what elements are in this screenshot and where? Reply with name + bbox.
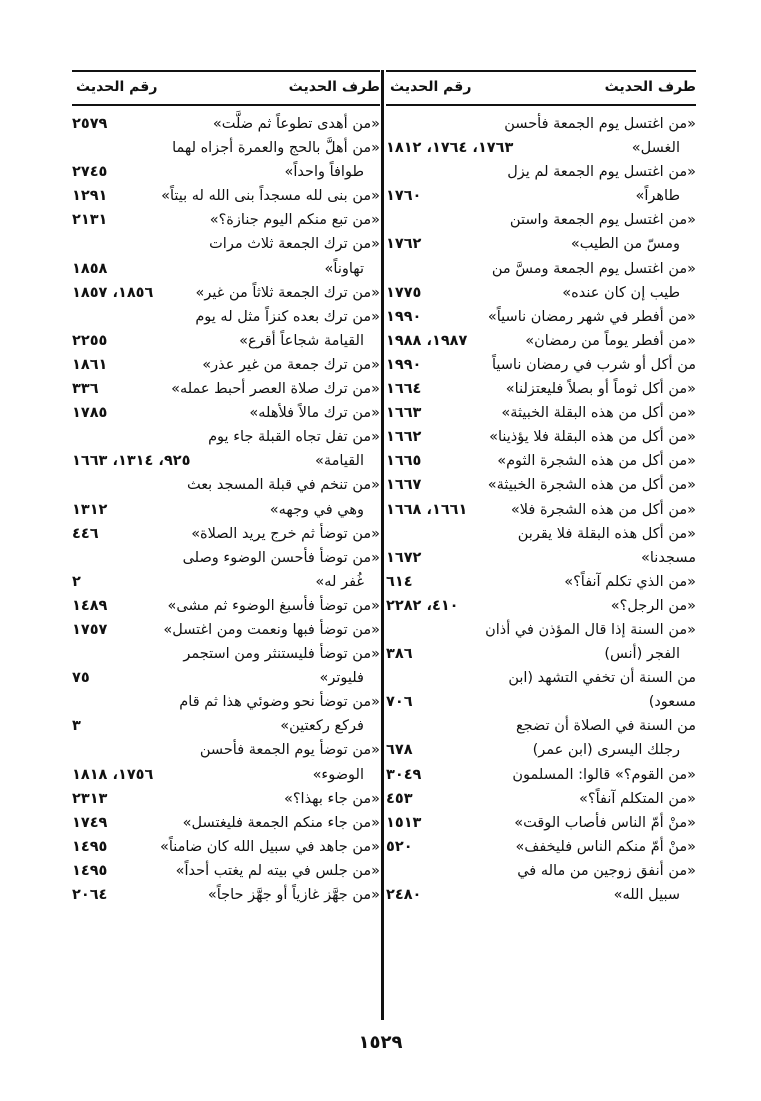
hadith-number: ١٧٦٠	[386, 188, 422, 205]
hadith-text: «من أهدى تطوعاً ثم ضلَّت»	[212, 116, 380, 132]
hadith-number: ١٧٧٥	[386, 284, 422, 301]
index-entry-row	[72, 425, 380, 449]
index-entry-row	[72, 763, 380, 787]
index-entry-row	[386, 642, 696, 666]
hadith-text: «من تفل تجاه القبلة جاء يوم	[208, 429, 380, 446]
index-entry-row	[72, 714, 380, 738]
hadith-number: ٢٧٤٥	[72, 164, 108, 181]
hadith-number: ٣٣٦	[72, 381, 99, 398]
header-number-label: رقم الحديث	[76, 79, 158, 95]
hadith-number: ١٨٦١	[72, 356, 108, 373]
index-entry-row	[386, 329, 696, 353]
hadith-text: «منْ أمّ منكم الناس فليخفف»	[515, 838, 696, 855]
hadith-number: ١٧٥٦، ١٨١٨	[72, 766, 154, 783]
hadith-number: ٢٠٦٤	[72, 887, 108, 903]
hadith-number: ١٨٥٦، ١٨٥٧	[72, 284, 154, 301]
index-entry-row	[72, 136, 380, 160]
hadith-text: «من أكل من هذه البقلة الخبيثة»	[501, 405, 696, 422]
index-entry-row	[72, 811, 380, 835]
index-entry-row	[386, 160, 696, 184]
hadith-text: «من ترك صلاة العصر أحبط عمله»	[171, 381, 380, 398]
hadith-text: غُفر له»	[315, 573, 364, 590]
hadith-text: «من اغتسل يوم الجمعة ومسَّ من	[491, 260, 696, 277]
index-entry-row	[72, 232, 380, 256]
hadith-text: «من جاء بهذا؟»	[283, 790, 380, 807]
index-entry-row	[386, 835, 696, 859]
index-entry-row	[72, 112, 380, 136]
index-entry-row	[72, 859, 380, 883]
index-entry-row	[72, 184, 380, 208]
index-entry-row	[386, 208, 696, 232]
index-entry-row	[72, 208, 380, 232]
index-entry-row	[72, 473, 380, 497]
index-entry-row	[72, 666, 380, 690]
index-entry-row	[386, 377, 696, 401]
index-entry-row	[386, 546, 696, 570]
header-hadith-label: طرف الحديث	[288, 79, 380, 95]
index-entry-row	[72, 594, 380, 618]
hadith-number: ١٨٥٨	[72, 260, 108, 277]
index-entry-row	[386, 883, 696, 907]
hadith-text: «من تبع منكم اليوم جنازة؟»	[209, 212, 380, 229]
hadith-text: «من توضأ فأسبغ الوضوء ثم مشى»	[167, 597, 380, 614]
hadith-text: «من أهلَّ بالحج والعمرة أجزاه لهما	[172, 140, 380, 157]
hadith-number: ٢٥٧٩	[72, 116, 108, 132]
hadith-number: ١٧٨٥	[72, 405, 108, 422]
index-entry-row	[386, 473, 696, 497]
hadith-number: ١٧٥٧	[72, 621, 108, 638]
index-entry-row	[72, 449, 380, 473]
index-entry-row	[72, 690, 380, 714]
hadith-text: وهي في وجهه»	[269, 501, 364, 518]
index-entry-row	[72, 281, 380, 305]
hadith-number: ١٩٨٧، ١٩٨٨	[386, 332, 468, 349]
hadith-text: «من أكل من هذه الشجرة الخبيثة»	[487, 477, 696, 494]
hadith-number: ١٦٦٤	[386, 381, 422, 398]
hadith-text: القيامة»	[315, 453, 364, 470]
hadith-text: ومسّ من الطيب»	[570, 236, 680, 253]
index-column-right	[386, 70, 696, 1020]
hadith-text: «من الذي تكلم آنفاً؟»	[564, 573, 696, 590]
index-entry-row	[386, 425, 696, 449]
index-entry-row	[72, 883, 380, 907]
hadith-text: «من ترك الجمعة ثلاثاً من غير»	[195, 284, 380, 301]
hadith-text: «من القوم؟» قالوا: المسلمون	[512, 766, 696, 783]
hadith-text: «من جهَّز غازياً أو جهَّز حاجاً»	[207, 887, 380, 903]
header-number-label: رقم الحديث	[390, 79, 472, 95]
hadith-number: ٥٢٠	[386, 838, 413, 855]
hadith-number: ١٥١٣	[386, 814, 422, 831]
index-entry-row	[386, 184, 696, 208]
index-entry-row	[386, 738, 696, 762]
hadith-text: «منْ أمّ الناس فأصاب الوقت»	[514, 814, 696, 831]
hadith-number: ١٤٨٩	[72, 597, 108, 614]
index-entry-row	[386, 401, 696, 425]
hadith-number: ١٤٩٥	[72, 862, 108, 879]
index-entry-row	[72, 329, 380, 353]
hadith-number: ٣٨٦	[386, 646, 413, 663]
hadith-number: ٣٠٤٩	[386, 766, 422, 783]
index-entry-row	[386, 859, 696, 883]
column-divider	[381, 70, 384, 1020]
hadith-text: الفجر (أنس)	[604, 646, 680, 663]
hadith-number: ١٦٦٧	[386, 477, 422, 494]
hadith-number: ٢١٣١	[72, 212, 108, 229]
index-entry-row	[72, 353, 380, 377]
hadith-text: «من أكل هذه البقلة فلا يقربن	[517, 525, 696, 542]
hadith-text: فركع ركعتين»	[280, 718, 364, 735]
hadith-text: «من أفطر في شهر رمضان ناسياً»	[487, 308, 696, 325]
hadith-text: الغسل»	[631, 140, 680, 157]
hadith-number: ٧٥	[72, 670, 90, 687]
hadith-number: ٢٤٨٠	[386, 887, 422, 903]
hadith-number: ١٦٦٢	[386, 429, 422, 446]
index-entry-row	[386, 522, 696, 546]
hadith-number: ١٤٩٥	[72, 838, 108, 855]
index-entry-row	[386, 570, 696, 594]
header-hadith-label: طرف الحديث	[604, 79, 696, 95]
hadith-text: «من اغتسل يوم الجمعة فأحسن	[504, 116, 696, 132]
hadith-text: «من بنى لله مسجداً بنى الله له بيتاً»	[161, 188, 380, 205]
index-entry-row	[386, 449, 696, 473]
column-header	[72, 70, 380, 106]
hadith-number: ١٢٩١	[72, 188, 108, 205]
hadith-text: «من المتكلم آنفاً؟»	[579, 790, 696, 807]
hadith-text: «من توضأ نحو وضوئي هذا ثم قام	[179, 694, 380, 711]
hadith-text: «من الرجل؟»	[610, 597, 696, 614]
index-entry-row	[72, 377, 380, 401]
hadith-text: «من تنخم في قبلة المسجد بعث	[186, 477, 380, 494]
index-entry-row	[386, 353, 696, 377]
hadith-text: «من ترك الجمعة ثلاث مرات	[209, 236, 380, 253]
hadith-number: ١٧٤٩	[72, 814, 108, 831]
index-entry-row	[386, 281, 696, 305]
index-entry-row	[72, 160, 380, 184]
index-entry-row	[386, 811, 696, 835]
index-entry-row	[72, 835, 380, 859]
index-entry-row	[72, 738, 380, 762]
hadith-number: ١٦٦٣	[386, 405, 422, 422]
hadith-text: طاهراً»	[635, 188, 680, 205]
hadith-text: «من توضأ ثم خرج يريد الصلاة»	[191, 525, 380, 542]
hadith-text: «من جاهد في سبيل الله كان ضامناً»	[159, 838, 380, 855]
hadith-number: ١٣١٢	[72, 501, 108, 518]
hadith-text: طوافاً واحداً»	[284, 164, 364, 181]
index-entry-row	[386, 618, 696, 642]
hadith-text: القيامة شجاعاً أقرع»	[239, 332, 364, 349]
hadith-text: «من اغتسل يوم الجمعة واستن	[509, 212, 696, 229]
hadith-text: مسعود)	[648, 694, 696, 711]
hadith-text: فليوتر»	[319, 670, 364, 687]
hadith-text: «من أكل من هذه البقلة فلا يؤذينا»	[489, 429, 696, 446]
hadith-number: ١٦٦٥	[386, 453, 422, 470]
hadith-number: ٧٠٦	[386, 694, 413, 711]
hadith-text: سبيل الله»	[613, 887, 680, 903]
index-entry-row	[72, 570, 380, 594]
hadith-number: ٢٢٥٥	[72, 332, 108, 349]
hadith-number: ٦٧٨	[386, 742, 413, 759]
hadith-text: «من توضأ فبها ونعمت ومن اغتسل»	[163, 621, 380, 638]
hadith-number: ٣	[72, 718, 81, 735]
hadith-text: من أكل أو شرب في رمضان ناسياً	[491, 356, 696, 373]
index-entry-row	[386, 690, 696, 714]
index-entries	[72, 112, 380, 907]
index-entry-row	[386, 305, 696, 329]
hadith-number: ٩٢٥، ١٣١٤، ١٦٦٣	[72, 453, 191, 470]
hadith-text: «من توضأ فليستنثر ومن استجمر	[183, 646, 380, 663]
hadith-text: «من أكل من هذه الشجرة الثوم»	[497, 453, 696, 470]
hadith-text: من السنة أن تخفي التشهد (ابن	[508, 670, 696, 687]
index-entry-row	[386, 594, 696, 618]
hadith-text: مسجدنا»	[641, 549, 696, 566]
index-entry-row	[72, 305, 380, 329]
index-entry-row	[386, 257, 696, 281]
index-entry-row	[72, 618, 380, 642]
column-header	[386, 70, 696, 106]
index-entry-row	[72, 642, 380, 666]
hadith-text: «من ترك مالاً فلأهله»	[249, 405, 380, 422]
hadith-number: ٤٤٦	[72, 525, 99, 542]
hadith-number: ١٧٦٣، ١٧٦٤، ١٨١٢	[386, 140, 514, 157]
index-entry-row	[386, 498, 696, 522]
hadith-number: ٢٣١٣	[72, 790, 108, 807]
hadith-number: ١٦٦١، ١٦٦٨	[386, 501, 468, 518]
hadith-text: «من توضأ يوم الجمعة فأحسن	[199, 742, 380, 759]
hadith-text: «من اغتسل يوم الجمعة لم يزل	[507, 164, 696, 181]
hadith-number: ٢	[72, 573, 81, 590]
hadith-number: ١٩٩٠	[386, 308, 422, 325]
index-column-left	[72, 70, 380, 1020]
hadith-text: «من أفطر يوماً من رمضان»	[525, 332, 696, 349]
index-entry-row	[386, 112, 696, 136]
index-entry-row	[386, 136, 696, 160]
index-entry-row	[72, 522, 380, 546]
hadith-text: «من جاء منكم الجمعة فليغتسل»	[182, 814, 380, 831]
index-entry-row	[386, 666, 696, 690]
hadith-number: ٤٥٣	[386, 790, 413, 807]
index-entries	[386, 112, 696, 907]
index-entry-row	[72, 787, 380, 811]
hadith-number: ١٧٦٢	[386, 236, 422, 253]
hadith-text: «من ترك بعده كنزاً مثل له يوم	[195, 308, 380, 325]
hadith-text: طيب إن كان عنده»	[562, 284, 680, 301]
hadith-text: «من أنفق زوجين من ماله في	[517, 862, 696, 879]
hadith-number: ٦١٤	[386, 573, 413, 590]
hadith-text: الوضوء»	[312, 766, 364, 783]
hadith-text: من السنة في الصلاة أن تضجع	[515, 718, 696, 735]
hadith-text: رجلك اليسرى (ابن عمر)	[532, 742, 680, 759]
index-entry-row	[386, 714, 696, 738]
index-entry-row	[386, 787, 696, 811]
hadith-text: «من السنة إذا قال المؤذن في أذان	[485, 621, 696, 638]
index-entry-row	[386, 232, 696, 256]
page-number: ١٥٢٩	[358, 1032, 403, 1053]
hadith-number: ٤١٠، ٢٢٨٢	[386, 597, 459, 614]
index-entry-row	[72, 498, 380, 522]
index-entry-row	[72, 401, 380, 425]
hadith-number: ١٦٧٢	[386, 549, 422, 566]
hadith-text: «من جلس في بيته لم يغتب أحداً»	[175, 862, 380, 879]
hadith-number: ١٩٩٠	[386, 356, 422, 373]
hadith-text: تهاوناً»	[324, 260, 364, 277]
hadith-text: «من أكل ثوماً أو بصلاً فليعتزلنا»	[505, 381, 696, 398]
hadith-text: «من أكل من هذه الشجرة فلا»	[510, 501, 696, 518]
index-entry-row	[72, 257, 380, 281]
hadith-text: «من ترك جمعة من غير عذر»	[202, 356, 380, 373]
hadith-text: «من توضأ فأحسن الوضوء وصلى	[182, 549, 380, 566]
index-entry-row	[72, 546, 380, 570]
index-entry-row	[386, 763, 696, 787]
